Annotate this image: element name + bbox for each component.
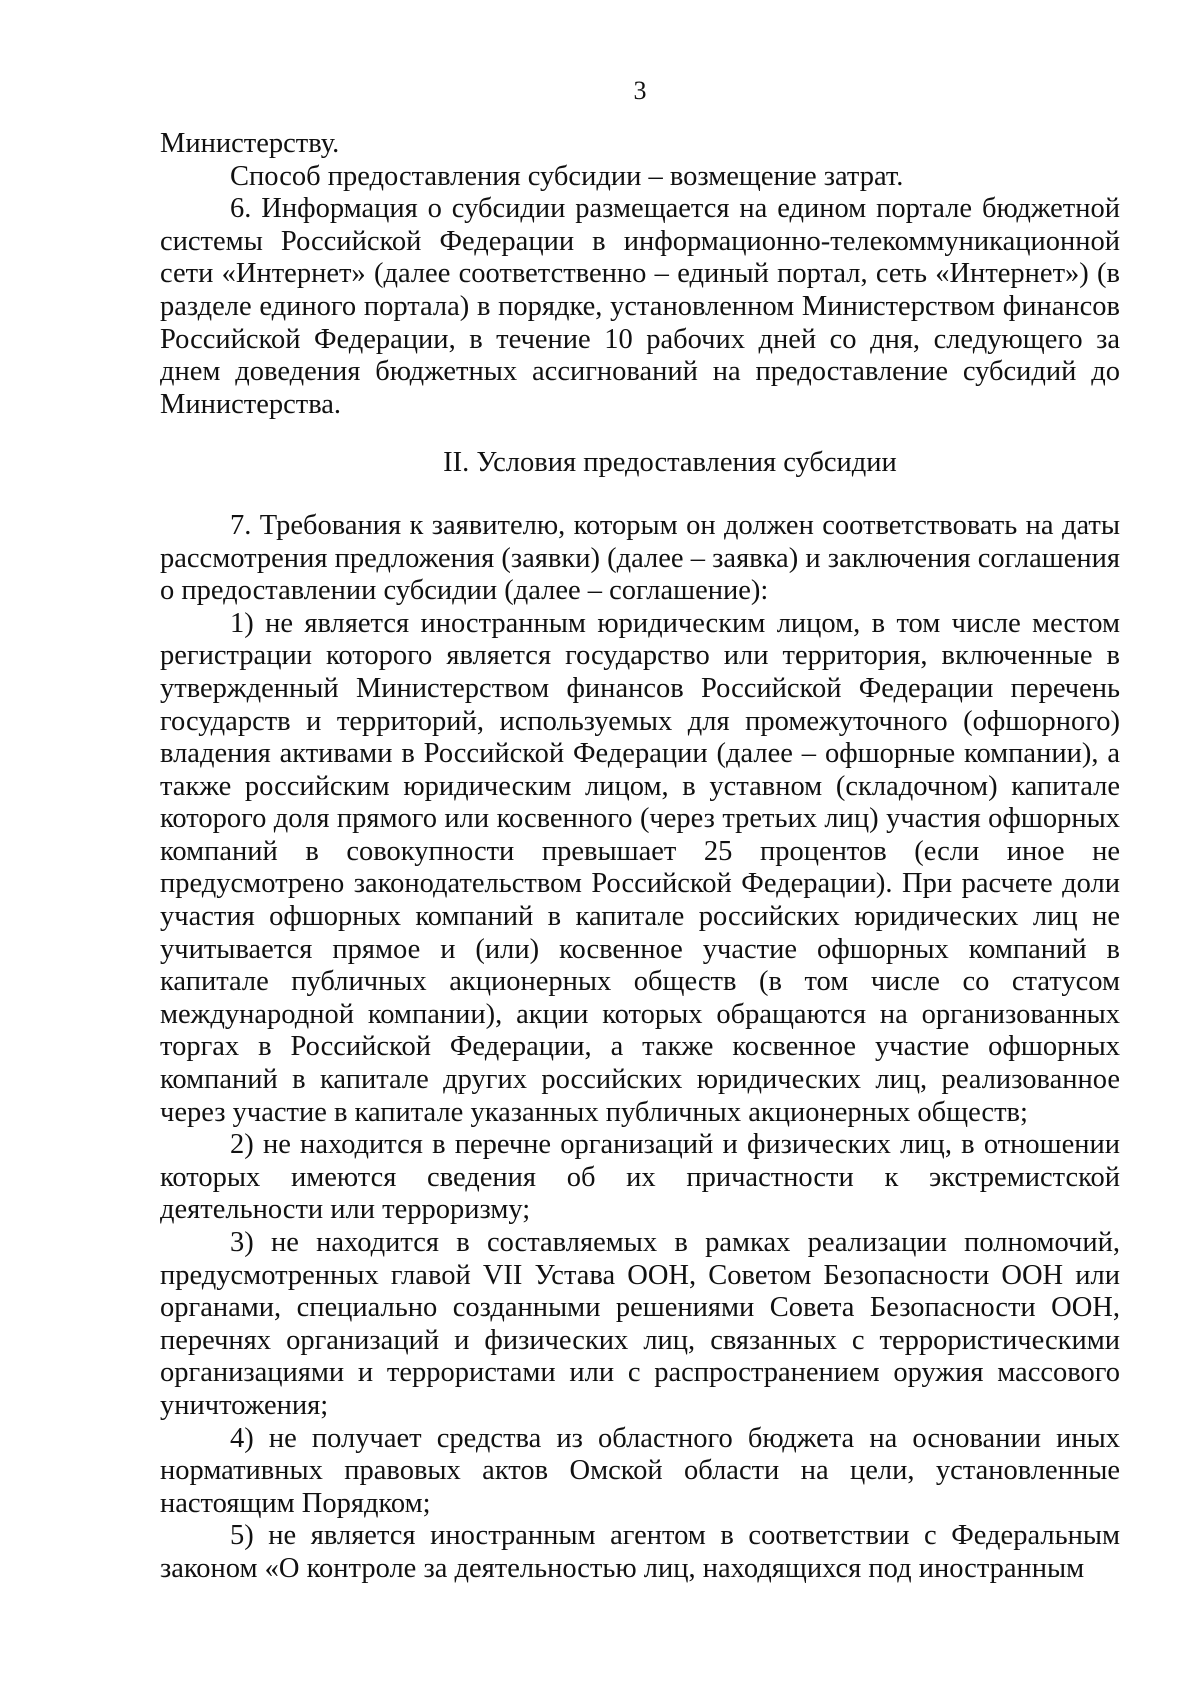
paragraph-item-7: 7. Требования к заявителю, которым он должен соответствовать на даты рассмотрения предложения (заявки) (далее – заявка) и заключения соглашения о предоставлении субсидии (далее – соглашение):: [160, 509, 1120, 607]
list-item-4: 4) не получает средства из областного бюджета на основании иных нормативных правовых актов Омской области на цели, установленные настоящим Порядком;: [160, 1422, 1120, 1519]
document-body: [160, 128, 1120, 1586]
paragraph-subsidy-method: Способ предоставления субсидии – возмещение затрат.: [230, 160, 904, 192]
section-heading: II. Условия предоставления субсидии: [443, 447, 897, 479]
list-item-3: 3) не находится в составляемых в рамках реализации полномочий, предусмотренных главой VII Устава ООН, Советом Безопасности ООН или органами, специально созданными решениями Совета Безопасности ООН, перечнях организаций и физических лиц, связанных с террористическими организациями и террористами или с распространением оружия массового уничтожения;: [160, 1227, 1120, 1421]
list-item-2: 2) не находится в перечне организаций и физических лиц, в отношении которых имеются сведения об их причастности к экстремистской деятельности или терроризму;: [160, 1129, 1120, 1226]
paragraph-item-6: 6. Информация о субсидии размещается на едином портале бюджетной системы Российской Федерации в информационно-телекоммуникационной сети «Интернет» (далее соответственно – единый портал, сеть «Интернет») (в разделе единого портала) в порядке, установленном Министерством финансов Российской Федерации, в течение 10 рабочих дней со дня, следующего за днем доведения бюджетных ассигнований на предоставление субсидий до Министерства.: [160, 193, 1120, 420]
page-number: 3: [633, 76, 647, 105]
paragraph-ministry: Министерству.: [160, 128, 340, 159]
list-item-1: 1) не является иностранным юридическим лицом, в том числе местом регистрации которого является государство или территория, включенные в утвержденный Министерством финансов Российской Федерации перечень государств и территорий, используемых для промежуточного (офшорного) владения активами в Российской Федерации (далее – офшорные компании), а также российским юридическим лицом, в уставном (складочном) капитале которого доля прямого или косвенного (через третьих лиц) участия офшорных компаний в совокупности превышает 25 процентов (если иное не предусмотрено законодательством Российской Федерации). При расчете доли участия офшорных компаний в капитале российских юридических лиц не учитывается прямое и (или) косвенное участие офшорных компаний в капитале публичных акционерных обществ (в том числе со статусом международной компании), акции которых обращаются на организованных торгах в Российской Федерации, а также косвенное участие офшорных компаний в капитале других российских юридических лиц, реализованное через участие в капитале указанных публичных акционерных обществ;: [160, 607, 1120, 1128]
list-item-5: 5) не является иностранным агентом в соответствии с Федеральным законом «О контроле за деятельностью лиц, находящихся под иностранным: [160, 1520, 1120, 1584]
